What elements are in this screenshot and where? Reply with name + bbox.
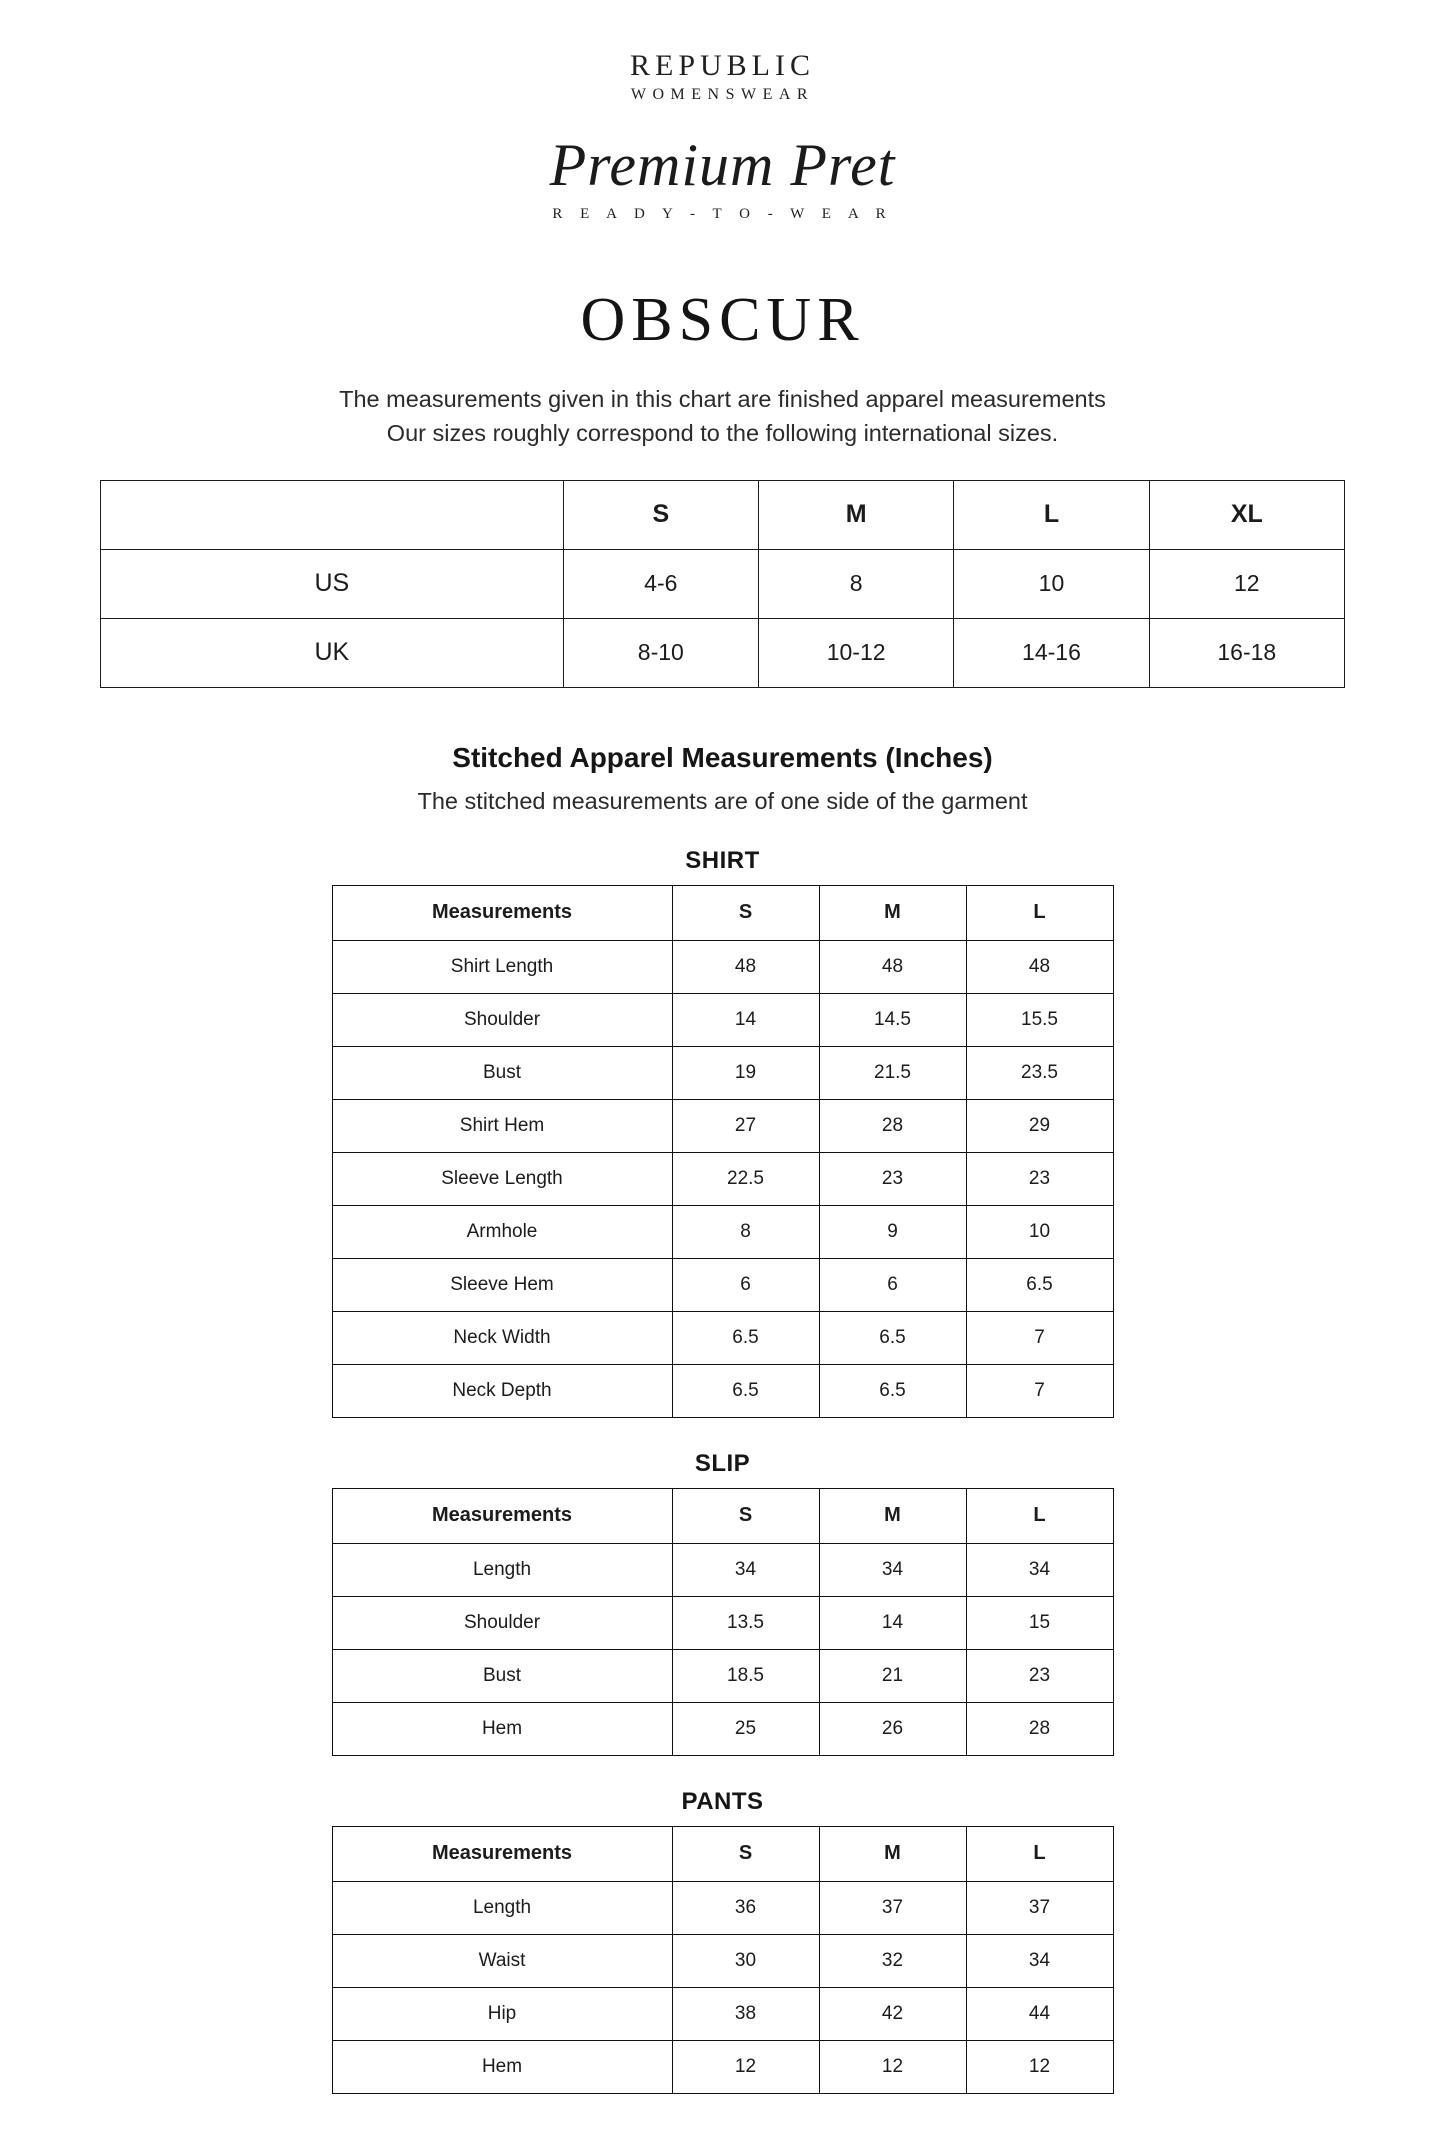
- cell-m: 23: [819, 1152, 966, 1205]
- cell-s: 14: [672, 993, 819, 1046]
- cell-l: 29: [966, 1099, 1113, 1152]
- table-row: [332, 1596, 1113, 1649]
- row-label: Waist: [332, 1934, 672, 1987]
- row-label: Armhole: [332, 1205, 672, 1258]
- cell-s: 36: [672, 1881, 819, 1934]
- cell-uk-l: 14-16: [954, 618, 1149, 687]
- column-header-measurements: Measurements: [332, 885, 672, 940]
- table-header-row: [332, 1826, 1113, 1881]
- cell-s: 8: [672, 1205, 819, 1258]
- row-label: Shirt Length: [332, 940, 672, 993]
- row-label: Neck Depth: [332, 1364, 672, 1417]
- cell-s: 25: [672, 1702, 819, 1755]
- table-header-row: [332, 885, 1113, 940]
- row-label: Hem: [332, 1702, 672, 1755]
- cell-us-s: 4-6: [563, 549, 758, 618]
- row-label-uk: UK: [101, 618, 564, 687]
- table-row: [101, 618, 1345, 687]
- garment-title-slip: SLIP: [694, 1449, 751, 1477]
- table-row: [332, 1649, 1113, 1702]
- cell-s: 30: [672, 1934, 819, 1987]
- table-row: [332, 1881, 1113, 1934]
- column-header-measurements: Measurements: [332, 1826, 672, 1881]
- shirt-measurements-table: [332, 885, 1114, 1418]
- cell-m: 14: [819, 1596, 966, 1649]
- cell-l: 23: [966, 1649, 1113, 1702]
- cell-uk-s: 8-10: [563, 618, 758, 687]
- table-row: [332, 2040, 1113, 2093]
- cell-s: 6: [672, 1258, 819, 1311]
- cell-s: 22.5: [672, 1152, 819, 1205]
- row-label: Bust: [332, 1046, 672, 1099]
- cell-l: 44: [966, 1987, 1113, 2040]
- table-row: [332, 1364, 1113, 1417]
- row-label: Shoulder: [332, 1596, 672, 1649]
- cell-m: 6.5: [819, 1311, 966, 1364]
- brand-subtitle: WOMENSWEAR: [630, 85, 815, 103]
- cell-l: 34: [966, 1543, 1113, 1596]
- cell-m: 42: [819, 1987, 966, 2040]
- table-row: [332, 1543, 1113, 1596]
- pants-table-wrap: [100, 1826, 1345, 2094]
- table-header-row: [101, 480, 1345, 549]
- corner-cell: [101, 480, 564, 549]
- row-label: Hem: [332, 2040, 672, 2093]
- cell-s: 19: [672, 1046, 819, 1099]
- garment-title-shirt: SHIRT: [685, 846, 760, 874]
- intro-line-1: The measurements given in this chart are finished apparel measurements: [339, 385, 1106, 412]
- column-header-l: L: [966, 1488, 1113, 1543]
- pants-measurements-table: [332, 1826, 1114, 2094]
- cell-m: 28: [819, 1099, 966, 1152]
- cell-m: 34: [819, 1543, 966, 1596]
- cell-s: 13.5: [672, 1596, 819, 1649]
- cell-l: 37: [966, 1881, 1113, 1934]
- cell-m: 6.5: [819, 1364, 966, 1417]
- cell-s: 12: [672, 2040, 819, 2093]
- column-header-s: S: [672, 1826, 819, 1881]
- cell-m: 12: [819, 2040, 966, 2093]
- cell-m: 14.5: [819, 993, 966, 1046]
- column-header-measurements: Measurements: [332, 1488, 672, 1543]
- brand-header: [100, 50, 1345, 223]
- cell-m: 48: [819, 940, 966, 993]
- table-row: [101, 549, 1345, 618]
- cell-us-m: 8: [758, 549, 953, 618]
- cell-m: 26: [819, 1702, 966, 1755]
- cell-l: 23.5: [966, 1046, 1113, 1099]
- cell-m: 21: [819, 1649, 966, 1702]
- cell-s: 34: [672, 1543, 819, 1596]
- cell-l: 7: [966, 1364, 1113, 1417]
- cell-s: 38: [672, 1987, 819, 2040]
- table-row: [332, 1152, 1113, 1205]
- column-header-m: M: [819, 885, 966, 940]
- row-label: Sleeve Hem: [332, 1258, 672, 1311]
- cell-m: 32: [819, 1934, 966, 1987]
- column-header-xl: XL: [1149, 480, 1344, 549]
- table-row: [332, 993, 1113, 1046]
- cell-m: 6: [819, 1258, 966, 1311]
- row-label: Bust: [332, 1649, 672, 1702]
- stitched-heading: Stitched Apparel Measurements (Inches): [452, 741, 993, 773]
- row-label: Length: [332, 1543, 672, 1596]
- column-header-s: S: [672, 1488, 819, 1543]
- cell-uk-m: 10-12: [758, 618, 953, 687]
- table-row: [332, 1987, 1113, 2040]
- stitched-subheading: The stitched measurements are of one side of the garment: [417, 787, 1028, 814]
- cell-l: 10: [966, 1205, 1113, 1258]
- slip-table-wrap: [100, 1488, 1345, 1756]
- international-size-table: [100, 480, 1345, 688]
- table-row: [332, 1205, 1113, 1258]
- column-header-m: M: [758, 480, 953, 549]
- cell-s: 27: [672, 1099, 819, 1152]
- column-header-l: L: [954, 480, 1149, 549]
- cell-m: 9: [819, 1205, 966, 1258]
- intro-text: [100, 382, 1345, 450]
- cell-l: 48: [966, 940, 1113, 993]
- cell-l: 15.5: [966, 993, 1113, 1046]
- cell-l: 23: [966, 1152, 1113, 1205]
- cell-l: 34: [966, 1934, 1113, 1987]
- cell-m: 21.5: [819, 1046, 966, 1099]
- cell-l: 12: [966, 2040, 1113, 2093]
- row-label: Sleeve Length: [332, 1152, 672, 1205]
- table-row: [332, 1934, 1113, 1987]
- table-row: [332, 940, 1113, 993]
- page-title: OBSCUR: [580, 285, 865, 354]
- column-header-l: L: [966, 885, 1113, 940]
- slip-measurements-table: [332, 1488, 1114, 1756]
- brand-script-logo: Premium Pret: [549, 131, 896, 198]
- column-header-s: S: [672, 885, 819, 940]
- row-label: Neck Width: [332, 1311, 672, 1364]
- cell-us-l: 10: [954, 549, 1149, 618]
- column-header-s: S: [563, 480, 758, 549]
- row-label: Shoulder: [332, 993, 672, 1046]
- row-label: Hip: [332, 1987, 672, 2040]
- column-header-m: M: [819, 1826, 966, 1881]
- cell-s: 18.5: [672, 1649, 819, 1702]
- cell-l: 6.5: [966, 1258, 1113, 1311]
- table-row: [332, 1702, 1113, 1755]
- row-label-us: US: [101, 549, 564, 618]
- intro-line-2: Our sizes roughly correspond to the following international sizes.: [386, 419, 1059, 446]
- table-header-row: [332, 1488, 1113, 1543]
- brand-tagline: R E A D Y - T O - W E A R: [552, 205, 893, 222]
- shirt-table-wrap: [100, 885, 1345, 1418]
- cell-l: 15: [966, 1596, 1113, 1649]
- cell-m: 37: [819, 1881, 966, 1934]
- international-size-table-wrap: [100, 480, 1345, 688]
- column-header-m: M: [819, 1488, 966, 1543]
- column-header-l: L: [966, 1826, 1113, 1881]
- cell-s: 6.5: [672, 1311, 819, 1364]
- cell-l: 28: [966, 1702, 1113, 1755]
- brand-name: REPUBLIC: [629, 49, 816, 82]
- table-row: [332, 1258, 1113, 1311]
- row-label: Length: [332, 1881, 672, 1934]
- cell-l: 7: [966, 1311, 1113, 1364]
- table-row: [332, 1046, 1113, 1099]
- table-row: [332, 1099, 1113, 1152]
- cell-us-xl: 12: [1149, 549, 1344, 618]
- row-label: Shirt Hem: [332, 1099, 672, 1152]
- table-row: [332, 1311, 1113, 1364]
- cell-s: 48: [672, 940, 819, 993]
- cell-uk-xl: 16-18: [1149, 618, 1344, 687]
- cell-s: 6.5: [672, 1364, 819, 1417]
- garment-title-pants: PANTS: [681, 1787, 764, 1815]
